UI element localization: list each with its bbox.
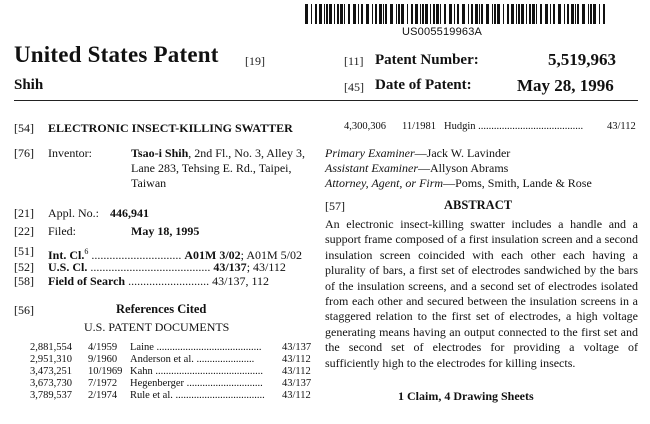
reference-dots: ...................... [196,354,255,365]
reference-date: 4/1959 [88,342,118,353]
appl-no-label: Appl. No.: [48,206,99,220]
barcode-bar [311,4,312,24]
date-of-patent: May 28, 1996 [517,76,614,95]
barcode-bar [407,4,408,24]
reference-class: 43/137 [282,378,312,389]
patent-number: 5,519,963 [548,50,616,69]
barcode-bar [468,4,469,24]
barcode-bar [319,4,322,24]
code-58: [58] [14,274,34,288]
document-title: United States Patent [14,42,219,67]
reference-row-continued [344,121,638,133]
reference-number: 3,673,730 [30,378,72,389]
barcode-bar [479,4,480,24]
code-22: [22] [14,224,34,238]
barcode-bar [599,4,600,24]
barcode-bar [529,4,531,24]
barcode-bar [344,4,345,24]
barcode-bar [440,4,441,24]
inventor-line-1 [131,146,305,161]
reference-dots: ........................................ [156,342,262,353]
int-cl-dots: .............................. [88,248,185,262]
barcode-bar [486,4,489,24]
reference-name [130,342,280,353]
barcode-bar [603,4,605,24]
reference-name [444,121,604,132]
filed-date: May 18, 1995 [131,224,200,238]
date-of-patent-label: Date of Patent: [375,77,472,93]
barcode-bar [497,4,500,24]
reference-dots: ........................................ [478,121,584,132]
attorney-name: Poms, Smith, Lande & Rose [455,176,592,190]
code-52: [52] [14,260,34,274]
code-56: [56] [14,303,34,317]
barcode-bar [553,4,555,24]
assistant-examiner-role: Assistant Examiner [325,161,418,175]
barcode-bar [577,4,579,24]
barcode-bar [324,4,325,24]
barcode-bar [507,4,509,24]
barcode-bar [398,4,400,24]
barcode-bar [575,4,576,24]
assistant-examiner-name: Allyson Abrams [430,161,509,175]
barcode-bar [353,4,356,24]
barcode-bar [337,4,339,24]
reference-class: 43/112 [282,354,311,365]
barcode-bar [590,4,592,24]
barcode-bar [532,4,535,24]
us-cl-primary: 43/137 [213,260,247,274]
field-of-search-label: Field of Search [48,274,126,288]
code-51: [51] [14,244,34,258]
reference-inventor: Anderson et al. [130,354,194,365]
barcode-bar [430,4,431,24]
abstract-text: An electronic insect-killing swatter includes a handle and a support frame composed of a first insulation screen and a second insulation screen coincided with each other each having a plurality of bars, a first set of electrodes sandwiched by the bars of the insulation screens, and a second set of electrodes isolated from each other and secured between the insulation screens in a staggered relation to the first set of electrodes, a high voltage generating means having an output connected to the first set and the second set of electrodes for providing a voltage of sufficiently high to the electrodes for killing insects. [325,217,638,370]
barcode-bar [449,4,452,24]
us-cl-dots: ........................................ [87,260,214,274]
patent-number-label: Patent Number: [375,52,479,68]
barcode-bar [471,4,473,24]
barcode-bar [571,4,574,24]
code-76: [76] [14,146,34,160]
barcode-bar [422,4,424,24]
code-57: [57] [325,199,345,213]
us-cl-label: U.S. Cl. [48,260,88,274]
barcode-bar [366,4,369,24]
reference-date: 7/1972 [88,378,118,389]
barcode-bar [348,4,350,24]
field-of-search-dots: ........................... [125,274,213,288]
claims-summary: 1 Claim, 4 Drawing Sheets [398,389,534,403]
reference-date: 10/1969 [88,366,123,377]
reference-dots: ............................. [186,378,263,389]
reference-number: 4,300,306 [344,121,386,132]
barcode-bar [582,4,585,24]
reference-class: 43/112 [282,366,311,377]
header-rule [14,100,638,101]
reference-name [130,354,280,365]
barcode-bar [540,4,542,24]
barcode-bar [436,4,439,24]
reference-inventor: Kahn [130,366,153,377]
inventor-surname: Shih [14,77,44,93]
us-cl-line [48,260,286,275]
barcode-bar [305,4,308,24]
code-19: [19] [245,54,265,68]
attorney: Attorney, Agent, or Firm—Poms, Smith, Lande & Rose [325,176,592,190]
reference-dots: .................................. [175,390,265,401]
inventor-address-3: Taiwan [131,176,167,190]
barcode-bar [411,4,413,24]
barcode-bar [383,4,384,24]
reference-date: 11/1981 [402,121,437,132]
barcode-bar [361,4,363,24]
reference-number: 2,881,554 [30,342,72,353]
barcode-bar [385,4,387,24]
reference-number: 2,951,310 [30,354,72,365]
barcode-bar [444,4,446,24]
barcode-bar [358,4,359,24]
reference-inventor: Hudgin [444,121,476,132]
reference-number: 3,473,251 [30,366,72,377]
barcode-bar [396,4,397,24]
barcode-bar [545,4,548,24]
barcode-bar [567,4,569,24]
barcode-bar [401,4,404,24]
barcode-bar [503,4,504,24]
references-heading: References Cited [116,302,207,316]
barcode-bar [340,4,343,24]
reference-dots: ......................................... [155,366,263,377]
reference-name [130,390,280,401]
reference-inventor: Hegenberger [130,378,185,389]
barcode-bar [481,4,483,24]
us-cl-secondary: ; 43/112 [246,260,286,274]
inventor-address-2: Lane 283, Tehsing E. Rd., Taipei, [131,161,292,175]
primary-examiner-role: Primary Examiner [325,146,415,160]
inventor-label: Inventor: [48,146,92,160]
us-patent-documents-heading: U.S. PATENT DOCUMENTS [84,320,230,334]
barcode-bar [329,4,332,24]
barcode-bar [334,4,335,24]
barcode-bar [457,4,459,24]
invention-title: ELECTRONIC INSECT-KILLING SWATTER [48,121,293,135]
reference-date: 9/1960 [88,354,118,365]
int-cl-primary: A01M 3/02 [184,248,241,262]
barcode-bar [420,4,421,24]
int-cl-edition: 6 [84,247,89,256]
barcode-bar [326,4,328,24]
barcode-bar [588,4,589,24]
reference-inventor: Rule et al. [130,390,173,401]
reference-inventor: Laine [130,342,154,353]
barcode-bar [475,4,478,24]
barcode-bar [558,4,561,24]
barcode-bar [315,4,317,24]
inventor-address-1: , 2nd Fl., No. 3, Alley 3, [188,146,305,160]
reference-row [30,390,312,402]
reference-row [30,378,312,390]
barcode-bar [516,4,517,24]
barcode-bar [415,4,418,24]
barcode [305,4,611,24]
barcode-bar [511,4,514,24]
barcode-bar [454,4,455,24]
barcode-bar [521,4,524,24]
barcode-bar [593,4,596,24]
barcode-bar [564,4,565,24]
barcode-bar [425,4,428,24]
barcode-bar [433,4,435,24]
code-45: [45] [344,80,364,94]
inventor-name: Tsao-i Shih [131,146,189,160]
barcode-bar [492,4,493,24]
barcode-patent-number: US005519963A [402,26,483,38]
filed-label: Filed: [48,224,77,238]
reference-class: 43/137 [282,342,312,353]
primary-examiner-name: Jack W. Lavinder [426,146,511,160]
code-21: [21] [14,206,34,220]
field-of-search-value: 43/137, 112 [212,274,269,288]
reference-row [30,366,312,378]
reference-class: 43/112 [607,121,636,132]
barcode-bar [550,4,551,24]
primary-examiner: Primary Examiner—Jack W. Lavinder [325,146,511,160]
appl-no: 446,941 [110,206,149,220]
code-11: [11] [344,54,364,68]
reference-row [30,342,312,354]
barcode-bar [390,4,393,24]
reference-number: 3,789,537 [30,390,72,401]
code-54: [54] [14,121,34,135]
barcode-bar [518,4,520,24]
attorney-role: Attorney, Agent, or Firm [325,176,444,190]
barcode-bar [536,4,537,24]
field-of-search-line [48,274,269,289]
reference-row [30,354,312,366]
assistant-examiner: Assistant Examiner—Allyson Abrams [325,161,509,175]
int-cl-secondary: ; A01M 5/02 [240,248,303,262]
reference-name [130,378,280,389]
int-cl-label: Int. Cl. [48,248,85,262]
reference-class: 43/112 [282,390,311,401]
barcode-bar [379,4,382,24]
reference-date: 2/1974 [88,390,118,401]
barcode-bar [526,4,527,24]
reference-name [130,366,280,377]
barcode-bar [375,4,377,24]
abstract-heading: ABSTRACT [444,198,513,212]
barcode-bar [372,4,373,24]
barcode-bar [462,4,465,24]
barcode-bar [494,4,496,24]
